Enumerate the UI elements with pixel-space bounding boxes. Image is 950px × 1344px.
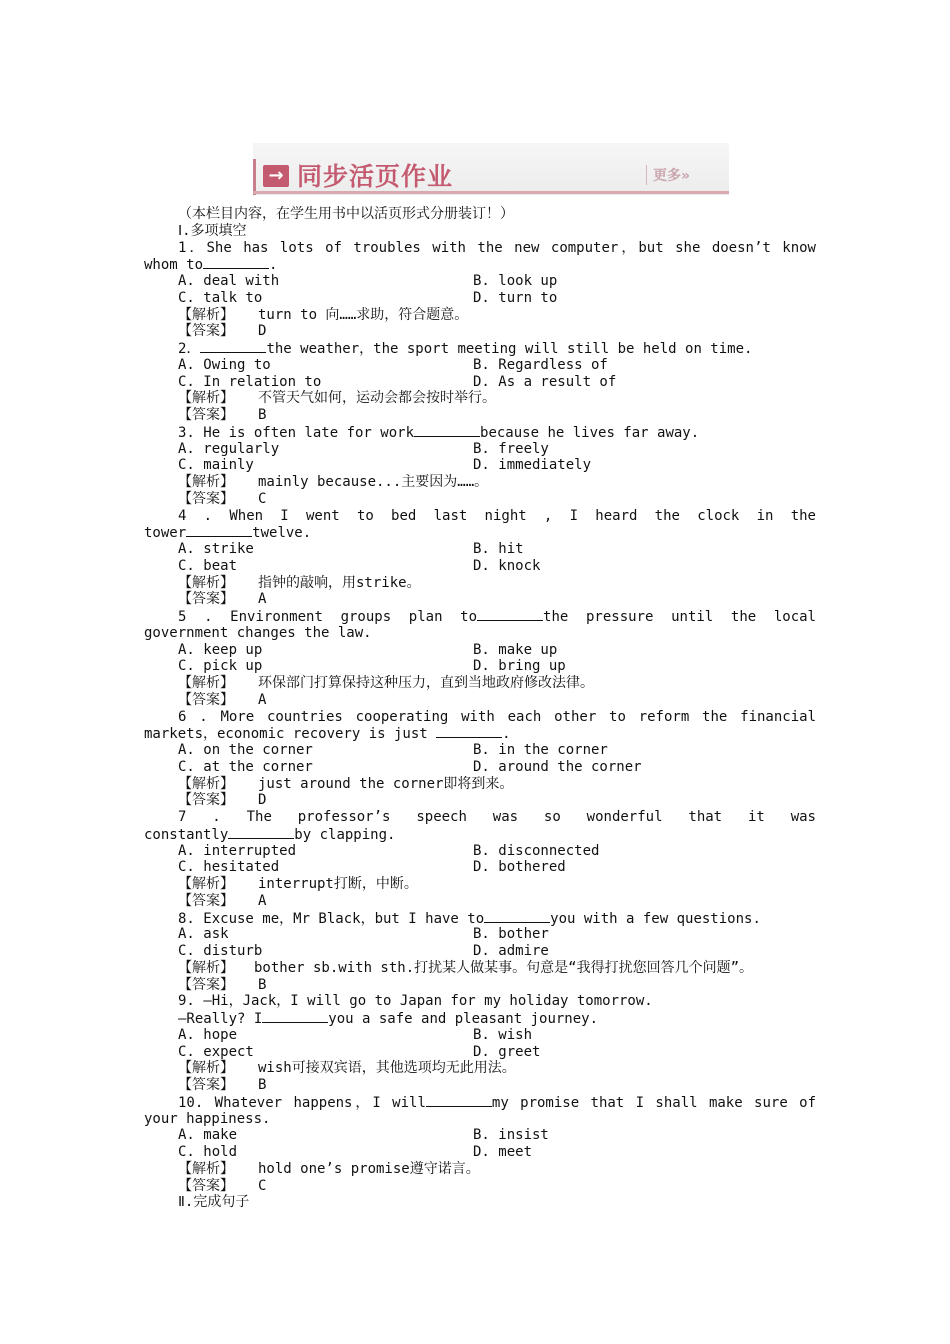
option-c: C. beat (178, 557, 238, 574)
answer-row (144, 591, 816, 608)
section-heading: Ⅰ.多项填空 (178, 222, 247, 239)
answer-label: 【答案】 (178, 591, 234, 608)
analysis-label: 【解析】 (178, 775, 234, 792)
question-stem: 6 . More countries cooperating with each other to reform the financial (178, 708, 816, 725)
option-c: C. hold (178, 1144, 238, 1160)
option-a: A. strike (178, 541, 254, 557)
question-stem-cont: government changes the law. (144, 624, 372, 641)
answer-row (144, 1178, 816, 1195)
option-a: A. make (178, 1127, 238, 1144)
analysis-text: 指钟的敲响，用strike。 (258, 574, 421, 591)
answer-blank (203, 256, 269, 269)
analysis-label: 【解析】 (178, 876, 234, 892)
answer-text: C (258, 490, 267, 507)
answer-text: D (258, 323, 267, 340)
option-row (144, 374, 816, 391)
analysis-text: interrupt打断，中断。 (258, 876, 418, 892)
answer-row (144, 491, 816, 508)
answer-row (144, 792, 816, 809)
option-b: B. Regardless of (473, 356, 608, 373)
option-row (144, 859, 816, 876)
option-row (144, 541, 816, 558)
option-c: C. expect (178, 1043, 254, 1060)
option-a: A. hope (178, 1026, 238, 1043)
answer-label: 【答案】 (178, 892, 234, 909)
option-b: B. wish (473, 1026, 533, 1043)
answer-text: A (258, 591, 267, 608)
analysis-label: 【解析】 (178, 1060, 234, 1077)
analysis-row (144, 876, 816, 893)
option-c: C. pick up (178, 658, 263, 675)
analysis-text: just around the corner即将到来。 (258, 775, 514, 792)
option-d: D. admire (473, 943, 549, 959)
answer-label: 【答案】 (178, 407, 234, 423)
analysis-row (144, 1161, 816, 1178)
answer-text: B (258, 1077, 267, 1093)
option-b: B. disconnected (473, 842, 600, 859)
answer-label: 【答案】 (178, 1077, 234, 1093)
answer-blank (436, 725, 502, 738)
answer-text: B (258, 407, 267, 423)
question-stem: 9. —Hi，Jack，I will go to Japan for my holiday tomorrow. (178, 993, 653, 1010)
question-stem: 10. Whatever happens，I will my promise that I shall make sure of (178, 1094, 816, 1111)
question-stem-cont: markets，economic recovery is just . (144, 726, 511, 743)
option-row (144, 642, 816, 659)
option-row (144, 943, 816, 960)
analysis-row (144, 776, 816, 793)
question-stem: 3. He is often late for work because he lives far away. (178, 424, 700, 441)
option-d: D. bring up (473, 658, 566, 675)
analysis-row (144, 675, 816, 692)
option-d: D. meet (473, 1144, 533, 1160)
analysis-text: 不管天气如何，运动会都会按时举行。 (258, 390, 496, 407)
answer-blank (426, 1094, 492, 1107)
option-a: A. deal with (178, 273, 280, 289)
option-row (144, 742, 816, 759)
analysis-label: 【解析】 (178, 675, 234, 691)
option-b: B. hit (473, 541, 524, 557)
answer-text: B (258, 976, 267, 993)
option-row (144, 457, 816, 474)
answer-label: 【答案】 (178, 323, 234, 340)
option-row (144, 1144, 816, 1161)
option-row (144, 1044, 816, 1061)
answer-row (144, 893, 816, 910)
question-stem: 5 . Environment groups plan to the pressure until the local (178, 609, 816, 625)
option-row (144, 926, 816, 943)
option-c: C. disturb (178, 943, 263, 959)
analysis-row (144, 390, 816, 407)
question-stem: 7 . The professor’s speech was so wonderful that it was (178, 809, 816, 825)
question-stem-cont: your happiness. (144, 1110, 271, 1127)
question-stem-cont: —Really? I you a safe and pleasant journey. (178, 1011, 599, 1027)
analysis-row (144, 307, 816, 324)
option-b: B. insist (473, 1127, 549, 1144)
answer-label: 【答案】 (178, 691, 234, 708)
question-stem-cont: whom to . (144, 257, 278, 274)
worksheet-content (144, 206, 816, 1211)
question-stem: 1．She has lots of troubles with the new computer，but she doesn’t know (178, 239, 816, 256)
arrow-right-icon: → (263, 165, 289, 187)
analysis-label: 【解析】 (178, 959, 234, 976)
option-d: D. greet (473, 1043, 541, 1060)
question-stem: 2． the weather，the sport meeting will still be held on time. (178, 341, 753, 357)
question-stem: 4 . When I went to bed last night , I heard the clock in the (178, 507, 816, 524)
answer-row (144, 1077, 816, 1094)
banner-separator (646, 165, 647, 185)
option-c: C. talk to (178, 289, 263, 306)
option-a: A. Owing to (178, 356, 271, 373)
more-link[interactable]: 更多» (653, 168, 691, 184)
answer-blank (414, 424, 480, 437)
analysis-text: wish可接双宾语，其他选项均无此用法。 (258, 1060, 516, 1077)
option-row (144, 357, 816, 374)
answer-text: C (258, 1177, 267, 1194)
answer-blank (477, 608, 543, 621)
option-d: D. around the corner (473, 758, 642, 775)
analysis-row (144, 575, 816, 592)
option-a: A. regularly (178, 440, 280, 457)
option-b: B. in the corner (473, 742, 608, 758)
answer-label: 【答案】 (178, 792, 234, 809)
answer-blank (484, 910, 550, 923)
option-c: C. In relation to (178, 373, 322, 390)
answer-label: 【答案】 (178, 1177, 234, 1194)
answer-row (144, 977, 816, 994)
option-c: C. mainly (178, 457, 254, 474)
answer-row (144, 323, 816, 340)
analysis-text: hold one’s promise遵守诺言。 (258, 1160, 480, 1177)
option-row (144, 843, 816, 860)
option-d: D. As a result of (473, 373, 617, 390)
option-a: A. interrupted (178, 842, 297, 859)
analysis-row (144, 474, 816, 491)
section-banner (253, 143, 729, 195)
analysis-label: 【解析】 (178, 1160, 234, 1177)
banner-title: 同步活页作业 (297, 162, 454, 191)
option-d: D. immediately (473, 457, 592, 474)
option-c: C. hesitated (178, 859, 280, 876)
option-a: A. keep up (178, 641, 263, 658)
banner-stripe (253, 159, 256, 195)
option-row (144, 290, 816, 307)
question-stem-cont: tower twelve. (144, 525, 312, 542)
answer-text: D (258, 792, 267, 809)
answer-blank (200, 340, 266, 353)
question-stem-cont: constantly by clapping. (144, 826, 396, 843)
intro-note: （本栏目内容，在学生用书中以活页形式分册装订！） (178, 206, 514, 222)
option-b: B. make up (473, 641, 558, 658)
option-row (144, 1127, 816, 1144)
option-row (144, 441, 816, 458)
analysis-text: 环保部门打算保持这种压力，直到当地政府修改法律。 (258, 675, 594, 691)
option-d: D. bothered (473, 859, 566, 876)
answer-text: A (258, 691, 267, 708)
section-heading: Ⅱ.完成句子 (178, 1194, 250, 1211)
option-a: A. ask (178, 926, 229, 943)
answer-row (144, 407, 816, 424)
option-d: D. knock (473, 557, 541, 574)
option-row (144, 658, 816, 675)
analysis-label: 【解析】 (178, 306, 234, 323)
option-c: C. at the corner (178, 758, 313, 775)
answer-text: A (258, 892, 267, 909)
option-a: A. on the corner (178, 742, 313, 758)
analysis-label: 【解析】 (178, 574, 234, 591)
analysis-row (144, 1060, 816, 1077)
double-chevron-icon: » (681, 168, 691, 184)
answer-label: 【答案】 (178, 976, 234, 993)
option-d: D. turn to (473, 289, 558, 306)
question-stem: 8. Excuse me，Mr Black，but I have to you with a few questions. (178, 910, 761, 927)
option-b: B. bother (473, 926, 549, 943)
option-row (144, 273, 816, 290)
analysis-text: turn to 向……求助，符合题意。 (258, 306, 469, 323)
analysis-label: 【解析】 (178, 390, 234, 407)
analysis-row (144, 960, 816, 977)
analysis-label: 【解析】 (178, 474, 234, 490)
answer-blank (228, 826, 294, 839)
answer-blank (186, 524, 252, 537)
option-row (144, 759, 816, 776)
option-row (144, 558, 816, 575)
answer-row (144, 692, 816, 709)
answer-label: 【答案】 (178, 490, 234, 507)
analysis-text: mainly because...主要因为……。 (258, 474, 489, 490)
option-b: B. freely (473, 440, 549, 457)
option-row (144, 1027, 816, 1044)
analysis-text: bother sb.with sth.打扰某人做某事。句意是“我得打扰您回答几个问题”。 (254, 959, 754, 976)
option-b: B. look up (473, 273, 558, 289)
answer-blank (262, 1010, 328, 1023)
